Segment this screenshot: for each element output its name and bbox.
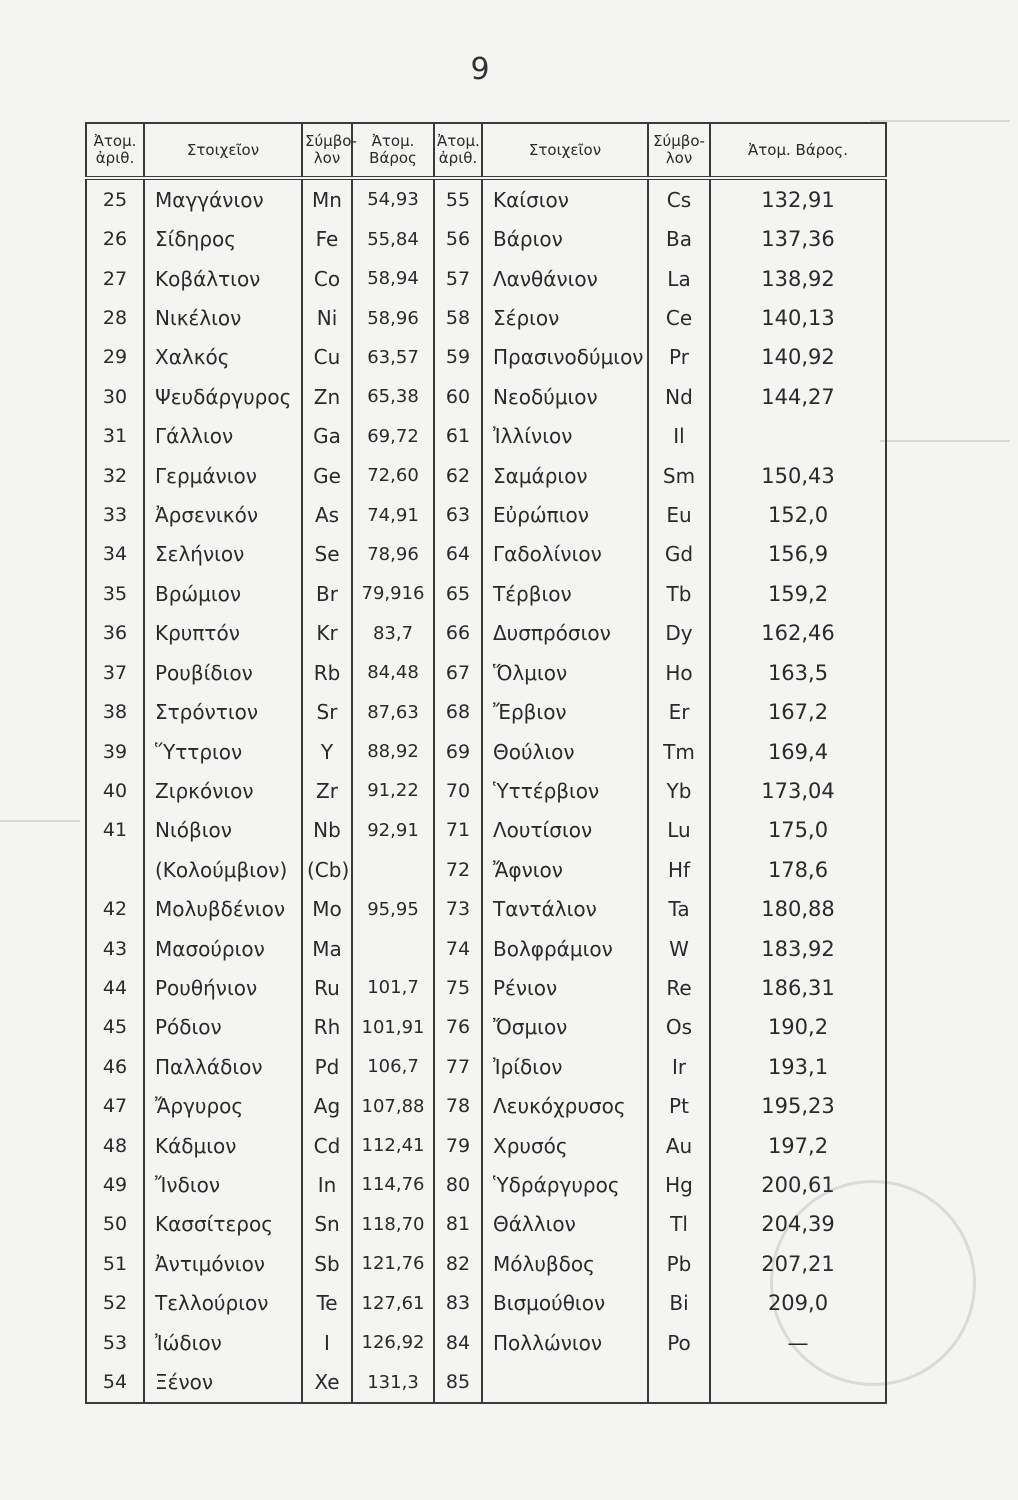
atomic-number-cell: 31 <box>86 417 144 456</box>
atomic-number-cell: 28 <box>86 298 144 337</box>
symbol-cell: Lu <box>648 811 710 850</box>
atomic-weight-cell: 193,1 <box>710 1047 886 1086</box>
table-row <box>86 1008 886 1047</box>
atomic-weight-cell: 197,2 <box>710 1126 886 1165</box>
element-name-cell: Βισμούθιον <box>482 1284 648 1323</box>
symbol-cell: Se <box>302 535 352 574</box>
atomic-weight-cell: 58,96 <box>352 298 434 337</box>
element-name-cell: Ὄσμιον <box>482 1008 648 1047</box>
atomic-weight-cell: 137,36 <box>710 220 886 259</box>
table-row <box>86 653 886 692</box>
atomic-weight-cell: 127,61 <box>352 1284 434 1323</box>
element-name-cell: Ρένιον <box>482 968 648 1007</box>
atomic-weight-cell <box>352 929 434 968</box>
atomic-number-cell: 63 <box>434 495 482 534</box>
atomic-number-cell: 50 <box>86 1205 144 1244</box>
atomic-weight-cell: 162,46 <box>710 614 886 653</box>
symbol-cell: Er <box>648 692 710 731</box>
atomic-weight-cell: 114,76 <box>352 1165 434 1204</box>
atomic-weight-cell <box>710 417 886 456</box>
symbol-cell: Mn <box>302 178 352 220</box>
element-name-cell: Ἰρίδιον <box>482 1047 648 1086</box>
atomic-weight-cell: 175,0 <box>710 811 886 850</box>
symbol-cell: In <box>302 1165 352 1204</box>
table-row <box>86 298 886 337</box>
bleed-through-line <box>0 820 80 822</box>
atomic-number-cell: 68 <box>434 692 482 731</box>
table-row <box>86 495 886 534</box>
atomic-number-cell: 54 <box>86 1362 144 1403</box>
element-name-cell: Κασσίτερος <box>144 1205 302 1244</box>
atomic-number-cell: 38 <box>86 692 144 731</box>
atomic-weight-cell: 87,63 <box>352 692 434 731</box>
atomic-weight-cell: 126,92 <box>352 1323 434 1362</box>
symbol-cell: W <box>648 929 710 968</box>
element-name-cell: Λευκόχρυσος <box>482 1086 648 1125</box>
atomic-weight-cell: 183,92 <box>710 929 886 968</box>
symbol-cell: Zr <box>302 771 352 810</box>
symbol-cell: Pt <box>648 1086 710 1125</box>
element-name-cell: Ἴνδιον <box>144 1165 302 1204</box>
symbol-cell: Te <box>302 1284 352 1323</box>
atomic-weight-cell: 178,6 <box>710 850 886 889</box>
atomic-weight-cell: 79,916 <box>352 574 434 613</box>
table-row <box>86 574 886 613</box>
symbol-cell: Au <box>648 1126 710 1165</box>
element-name-cell: Χρυσός <box>482 1126 648 1165</box>
symbol-cell: Tl <box>648 1205 710 1244</box>
symbol-cell: Rh <box>302 1008 352 1047</box>
element-name-cell: Σελήνιον <box>144 535 302 574</box>
table-row <box>86 456 886 495</box>
symbol-cell: Nb <box>302 811 352 850</box>
table-row <box>86 1126 886 1165</box>
atomic-weight-cell: 106,7 <box>352 1047 434 1086</box>
element-name-cell: Παλλάδιον <box>144 1047 302 1086</box>
atomic-weight-cell: 200,61 <box>710 1165 886 1204</box>
table-row <box>86 1205 886 1244</box>
element-name-cell: Ξένον <box>144 1362 302 1403</box>
element-name-cell: Ταντάλιον <box>482 889 648 928</box>
atomic-number-cell: 78 <box>434 1086 482 1125</box>
page-number: 9 <box>470 52 490 87</box>
atomic-number-cell: 34 <box>86 535 144 574</box>
symbol-cell: Ma <box>302 929 352 968</box>
bleed-through-line <box>870 120 1010 122</box>
table-row <box>86 889 886 928</box>
atomic-number-cell: 26 <box>86 220 144 259</box>
symbol-cell: Ba <box>648 220 710 259</box>
bleed-through-line <box>880 440 1010 442</box>
atomic-number-cell: 33 <box>86 495 144 534</box>
element-name-cell: Χαλκός <box>144 338 302 377</box>
atomic-weight-cell: 88,92 <box>352 732 434 771</box>
element-name-cell: (Κολούμβιον) <box>144 850 302 889</box>
symbol-cell: Tm <box>648 732 710 771</box>
symbol-cell: (Cb) <box>302 850 352 889</box>
atomic-number-cell: 76 <box>434 1008 482 1047</box>
symbol-cell: Hf <box>648 850 710 889</box>
atomic-weight-cell: 101,7 <box>352 968 434 1007</box>
symbol-cell: La <box>648 259 710 298</box>
atomic-weight-cell: 95,95 <box>352 889 434 928</box>
atomic-number-cell: 43 <box>86 929 144 968</box>
atomic-weight-cell: 163,5 <box>710 653 886 692</box>
symbol-cell: Os <box>648 1008 710 1047</box>
atomic-number-cell: 51 <box>86 1244 144 1283</box>
symbol-cell: Ag <box>302 1086 352 1125</box>
symbol-cell: Kr <box>302 614 352 653</box>
symbol-cell: Gd <box>648 535 710 574</box>
element-name-cell: Βάριον <box>482 220 648 259</box>
elements-table-container <box>85 122 885 1404</box>
element-name-cell: Νιόβιον <box>144 811 302 850</box>
atomic-weight-cell: 101,91 <box>352 1008 434 1047</box>
atomic-number-cell: 83 <box>434 1284 482 1323</box>
atomic-weight-cell <box>710 1362 886 1403</box>
element-name-cell: Ρουβίδιον <box>144 653 302 692</box>
table-row <box>86 1165 886 1204</box>
atomic-weight-cell: 156,9 <box>710 535 886 574</box>
atomic-number-cell: 44 <box>86 968 144 1007</box>
atomic-number-cell: 57 <box>434 259 482 298</box>
symbol-cell: Co <box>302 259 352 298</box>
symbol-cell: Br <box>302 574 352 613</box>
element-name-cell: Ζιρκόνιον <box>144 771 302 810</box>
element-name-cell: Λουτίσιον <box>482 811 648 850</box>
element-name-cell: Ὅλμιον <box>482 653 648 692</box>
symbol-cell: Dy <box>648 614 710 653</box>
element-name-cell: Γερμάνιον <box>144 456 302 495</box>
element-name-cell: Τελλούριον <box>144 1284 302 1323</box>
atomic-number-cell: 30 <box>86 377 144 416</box>
element-name-cell: Ἔρβιον <box>482 692 648 731</box>
table-row <box>86 850 886 889</box>
element-name-cell: Θούλιον <box>482 732 648 771</box>
symbol-cell: Ga <box>302 417 352 456</box>
header-atomic-weight: Ἀτομ. Βάρος. <box>710 123 886 178</box>
symbol-cell: As <box>302 495 352 534</box>
symbol-cell: Ge <box>302 456 352 495</box>
atomic-number-cell: 58 <box>434 298 482 337</box>
atomic-weight-cell: 195,23 <box>710 1086 886 1125</box>
atomic-number-cell: 42 <box>86 889 144 928</box>
element-name-cell: Τέρβιον <box>482 574 648 613</box>
atomic-weight-cell: 91,22 <box>352 771 434 810</box>
element-name-cell: Νεοδύμιον <box>482 377 648 416</box>
atomic-number-cell: 56 <box>434 220 482 259</box>
table-row <box>86 811 886 850</box>
header-element: Στοιχεῖον <box>482 123 648 178</box>
header-atomic-number: Ἀτομ. ἀριθ. <box>86 123 144 178</box>
symbol-cell: Nd <box>648 377 710 416</box>
atomic-number-cell: 79 <box>434 1126 482 1165</box>
atomic-weight-cell: 107,88 <box>352 1086 434 1125</box>
atomic-weight-cell: 132,91 <box>710 178 886 220</box>
atomic-number-cell: 60 <box>434 377 482 416</box>
element-name-cell: Μασούριον <box>144 929 302 968</box>
element-name-cell: Κρυπτόν <box>144 614 302 653</box>
table-row <box>86 1244 886 1283</box>
atomic-weight-cell: 55,84 <box>352 220 434 259</box>
symbol-cell: Zn <box>302 377 352 416</box>
element-name-cell: Ἀρσενικόν <box>144 495 302 534</box>
symbol-cell: Pd <box>302 1047 352 1086</box>
element-name-cell <box>482 1362 648 1403</box>
element-name-cell: Πρασινοδύμιον <box>482 338 648 377</box>
symbol-cell: Ce <box>648 298 710 337</box>
atomic-weight-cell <box>352 850 434 889</box>
atomic-weight-cell: 167,2 <box>710 692 886 731</box>
symbol-cell: Il <box>648 417 710 456</box>
atomic-number-cell: 62 <box>434 456 482 495</box>
atomic-number-cell: 32 <box>86 456 144 495</box>
element-name-cell: Ἰλλίνιον <box>482 417 648 456</box>
atomic-weight-cell: 180,88 <box>710 889 886 928</box>
symbol-cell: Sm <box>648 456 710 495</box>
table-row <box>86 259 886 298</box>
atomic-number-cell: 27 <box>86 259 144 298</box>
element-name-cell: Λανθάνιον <box>482 259 648 298</box>
atomic-number-cell: 48 <box>86 1126 144 1165</box>
atomic-weight-cell: 150,43 <box>710 456 886 495</box>
element-name-cell: Ψευδάργυρος <box>144 377 302 416</box>
symbol-cell: Tb <box>648 574 710 613</box>
table-row <box>86 1086 886 1125</box>
atomic-weight-cell: 74,91 <box>352 495 434 534</box>
table-row <box>86 338 886 377</box>
atomic-weight-cell: 138,92 <box>710 259 886 298</box>
atomic-number-cell: 81 <box>434 1205 482 1244</box>
symbol-cell: I <box>302 1323 352 1362</box>
element-name-cell: Καίσιον <box>482 178 648 220</box>
atomic-weight-cell: 140,92 <box>710 338 886 377</box>
atomic-weight-cell: 54,93 <box>352 178 434 220</box>
atomic-weight-cell: 65,38 <box>352 377 434 416</box>
symbol-cell: Sn <box>302 1205 352 1244</box>
atomic-weight-cell: 63,57 <box>352 338 434 377</box>
element-name-cell: Δυσπρόσιον <box>482 614 648 653</box>
element-name-cell: Σέριον <box>482 298 648 337</box>
atomic-number-cell: 25 <box>86 178 144 220</box>
table-row <box>86 178 886 220</box>
symbol-cell: Sr <box>302 692 352 731</box>
atomic-weight-cell: 159,2 <box>710 574 886 613</box>
symbol-cell: Hg <box>648 1165 710 1204</box>
symbol-cell: Y <box>302 732 352 771</box>
element-name-cell: Ὑττέρβιον <box>482 771 648 810</box>
atomic-number-cell: 37 <box>86 653 144 692</box>
atomic-weight-cell: — <box>710 1323 886 1362</box>
header-atomic-number: Ἀτομ. ἀριθ. <box>434 123 482 178</box>
atomic-number-cell: 70 <box>434 771 482 810</box>
atomic-number-cell: 46 <box>86 1047 144 1086</box>
symbol-cell: Cs <box>648 178 710 220</box>
atomic-weight-cell: 78,96 <box>352 535 434 574</box>
header-atomic-weight: Ἀτομ. Βάρος <box>352 123 434 178</box>
symbol-cell: Mo <box>302 889 352 928</box>
symbol-cell: Re <box>648 968 710 1007</box>
atomic-weight-cell: 92,91 <box>352 811 434 850</box>
atomic-number-cell: 61 <box>434 417 482 456</box>
table-row <box>86 614 886 653</box>
table-row <box>86 929 886 968</box>
element-name-cell: Σίδηρος <box>144 220 302 259</box>
table-row <box>86 1323 886 1362</box>
table-row <box>86 1284 886 1323</box>
atomic-number-cell: 73 <box>434 889 482 928</box>
symbol-cell: Cd <box>302 1126 352 1165</box>
symbol-cell: Yb <box>648 771 710 810</box>
element-name-cell: Ρουθήνιον <box>144 968 302 1007</box>
atomic-weight-cell: 209,0 <box>710 1284 886 1323</box>
element-name-cell: Ἰώδιον <box>144 1323 302 1362</box>
atomic-weight-cell: 152,0 <box>710 495 886 534</box>
element-name-cell: Κοβάλτιον <box>144 259 302 298</box>
element-name-cell: Βρώμιον <box>144 574 302 613</box>
atomic-weight-cell: 140,13 <box>710 298 886 337</box>
atomic-weight-cell: 118,70 <box>352 1205 434 1244</box>
atomic-weight-cell: 204,39 <box>710 1205 886 1244</box>
header-element: Στοιχεῖον <box>144 123 302 178</box>
symbol-cell: Ir <box>648 1047 710 1086</box>
table-row <box>86 1362 886 1403</box>
atomic-weight-cell: 169,4 <box>710 732 886 771</box>
atomic-weight-cell: 58,94 <box>352 259 434 298</box>
atomic-weight-cell: 144,27 <box>710 377 886 416</box>
element-name-cell: Μαγγάνιον <box>144 178 302 220</box>
symbol-cell: Rb <box>302 653 352 692</box>
table-row <box>86 220 886 259</box>
element-name-cell: Στρόντιον <box>144 692 302 731</box>
element-name-cell: Ἄφνιον <box>482 850 648 889</box>
symbol-cell: Bi <box>648 1284 710 1323</box>
element-name-cell: Μολυβδένιον <box>144 889 302 928</box>
atomic-number-cell: 80 <box>434 1165 482 1204</box>
symbol-cell: Ho <box>648 653 710 692</box>
symbol-cell: Pr <box>648 338 710 377</box>
table-body <box>86 178 886 1403</box>
element-name-cell: Κάδμιον <box>144 1126 302 1165</box>
atomic-number-cell: 52 <box>86 1284 144 1323</box>
atomic-weight-cell: 83,7 <box>352 614 434 653</box>
atomic-weight-cell: 131,3 <box>352 1362 434 1403</box>
symbol-cell: Xe <box>302 1362 352 1403</box>
element-name-cell: Ὕττριον <box>144 732 302 771</box>
atomic-number-cell: 64 <box>434 535 482 574</box>
atomic-number-cell: 55 <box>434 178 482 220</box>
table-row <box>86 377 886 416</box>
atomic-weight-cell: 72,60 <box>352 456 434 495</box>
elements-table <box>85 122 887 1404</box>
table-row <box>86 535 886 574</box>
atomic-number-cell: 40 <box>86 771 144 810</box>
symbol-cell <box>648 1362 710 1403</box>
atomic-number-cell: 85 <box>434 1362 482 1403</box>
table-header-row <box>86 123 886 178</box>
atomic-weight-cell: 69,72 <box>352 417 434 456</box>
table-row <box>86 417 886 456</box>
atomic-number-cell: 72 <box>434 850 482 889</box>
symbol-cell: Ni <box>302 298 352 337</box>
atomic-number-cell: 77 <box>434 1047 482 1086</box>
atomic-weight-cell: 112,41 <box>352 1126 434 1165</box>
atomic-number-cell: 53 <box>86 1323 144 1362</box>
element-name-cell: Σαμάριον <box>482 456 648 495</box>
element-name-cell: Νικέλιον <box>144 298 302 337</box>
symbol-cell: Pb <box>648 1244 710 1283</box>
atomic-number-cell: 71 <box>434 811 482 850</box>
atomic-weight-cell: 190,2 <box>710 1008 886 1047</box>
atomic-weight-cell: 173,04 <box>710 771 886 810</box>
atomic-number-cell: 82 <box>434 1244 482 1283</box>
atomic-number-cell: 41 <box>86 811 144 850</box>
header-symbol: Σύμβο-λον <box>648 123 710 178</box>
atomic-number-cell: 69 <box>434 732 482 771</box>
atomic-number-cell: 66 <box>434 614 482 653</box>
element-name-cell: Ἄργυρος <box>144 1086 302 1125</box>
atomic-number-cell <box>86 850 144 889</box>
atomic-number-cell: 29 <box>86 338 144 377</box>
element-name-cell: Εὐρώπιον <box>482 495 648 534</box>
atomic-number-cell: 84 <box>434 1323 482 1362</box>
atomic-number-cell: 74 <box>434 929 482 968</box>
atomic-number-cell: 65 <box>434 574 482 613</box>
table-row <box>86 968 886 1007</box>
element-name-cell: Ἀντιμόνιον <box>144 1244 302 1283</box>
atomic-number-cell: 75 <box>434 968 482 1007</box>
atomic-weight-cell: 121,76 <box>352 1244 434 1283</box>
element-name-cell: Πολλώνιον <box>482 1323 648 1362</box>
element-name-cell: Θάλλιον <box>482 1205 648 1244</box>
symbol-cell: Fe <box>302 220 352 259</box>
atomic-number-cell: 45 <box>86 1008 144 1047</box>
atomic-number-cell: 59 <box>434 338 482 377</box>
table-row <box>86 732 886 771</box>
element-name-cell: Βολφράμιον <box>482 929 648 968</box>
symbol-cell: Ru <box>302 968 352 1007</box>
symbol-cell: Ta <box>648 889 710 928</box>
element-name-cell: Μόλυβδος <box>482 1244 648 1283</box>
atomic-number-cell: 39 <box>86 732 144 771</box>
atomic-weight-cell: 207,21 <box>710 1244 886 1283</box>
symbol-cell: Cu <box>302 338 352 377</box>
symbol-cell: Sb <box>302 1244 352 1283</box>
table-row <box>86 1047 886 1086</box>
symbol-cell: Po <box>648 1323 710 1362</box>
element-name-cell: Ὑδράργυρος <box>482 1165 648 1204</box>
atomic-number-cell: 35 <box>86 574 144 613</box>
element-name-cell: Γαδολίνιον <box>482 535 648 574</box>
element-name-cell: Γάλλιον <box>144 417 302 456</box>
symbol-cell: Eu <box>648 495 710 534</box>
element-name-cell: Ρόδιον <box>144 1008 302 1047</box>
atomic-number-cell: 36 <box>86 614 144 653</box>
atomic-weight-cell: 186,31 <box>710 968 886 1007</box>
atomic-number-cell: 47 <box>86 1086 144 1125</box>
atomic-weight-cell: 84,48 <box>352 653 434 692</box>
table-row <box>86 771 886 810</box>
atomic-number-cell: 49 <box>86 1165 144 1204</box>
header-symbol: Σύμβο-λον <box>302 123 352 178</box>
atomic-number-cell: 67 <box>434 653 482 692</box>
table-row <box>86 692 886 731</box>
